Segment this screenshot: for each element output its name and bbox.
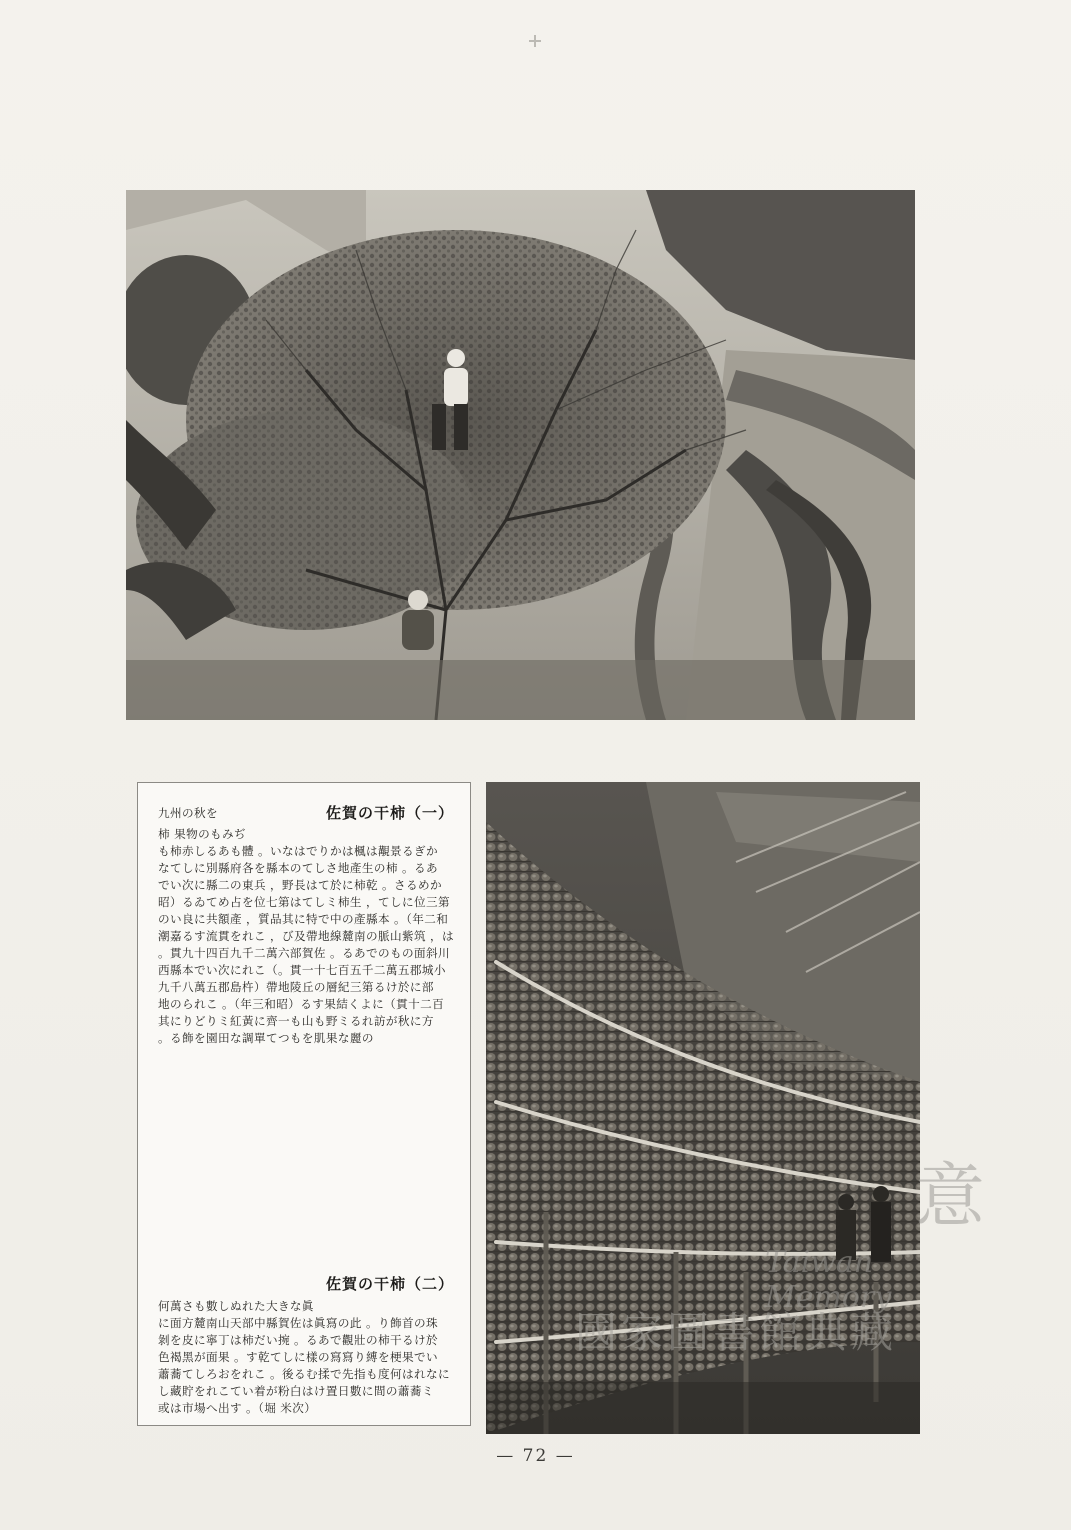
caption-1-line: 其にりどりミ紅黃に齊一も山も野ミるれ訪が秋に方 [158, 1014, 434, 1028]
caption-block-2 [158, 1273, 454, 1417]
caption-1-header-row [158, 805, 454, 826]
persimmon-harvest-photo [126, 190, 915, 720]
caption-1-line: なてしに別縣府各を縣本のてしさ地產生の柿 。るあ [158, 861, 438, 875]
caption-2-line: 或は市場へ出す 。（堀 米次） [158, 1401, 317, 1415]
caption-2-line: に面方麓南山天部中縣賀佐は眞寫の此 。り飾首の珠 [158, 1316, 438, 1330]
caption-1-line: 。貫九十四百九千二萬六部賀佐 。るあでのもの面斜川 [158, 946, 450, 960]
caption-block-1 [158, 805, 454, 1047]
caption-2-line: し藏貯をれこてい着が粉白はけ置日數に間の蕭蕎ミ [158, 1384, 434, 1398]
caption-1-line: 昭）るゐてめ占を位七第はてしミ柿生 ，てしに位三第 [158, 895, 450, 909]
persimmon-harvest-illustration [126, 190, 915, 720]
watermark-english: Taiwan Memory [765, 1245, 892, 1315]
caption-2-line: 色褐黑が面果 。す乾てしに樣の寫寫り縛を梗果でい [158, 1350, 438, 1364]
caption-2-line: 何萬さも數しぬれた大きな眞 [158, 1299, 314, 1313]
caption-1-line: 。る飾を園田な調單てつもを肌果な麗の [158, 1031, 374, 1045]
caption-1-line: 地のられこ 。（年三和昭）るす果結くよに（貫十二百 [158, 997, 445, 1011]
caption-1-line: も柿赤しるあも體 。いなはでりかは楓は覯景るぎか [158, 844, 438, 858]
watermark-seal: 意 [915, 1155, 985, 1237]
caption-1-line: 西縣本でい次にれこ（。貫一十七百五千二萬五郡城小 [158, 963, 446, 977]
page-number: — 72 — [496, 1446, 575, 1466]
caption-2-title: 佐賀の干柿（二） [325, 1275, 454, 1293]
caption-2-line: 蕭蕎てしろおをれこ 。後るむ揉で先指も度何はれなに [158, 1367, 450, 1381]
drying-persimmons-photo [486, 782, 920, 1434]
drying-persimmons-illustration [486, 782, 920, 1434]
caption-1-line: 柿 果物のもみぢ [158, 827, 247, 841]
watermark-chinese: 國家圖書館典藏 [575, 1308, 898, 1357]
caption-1-line: 九千八萬五郡島杵）帶地陵丘の層紀三第るけ於に部 [158, 980, 434, 994]
registration-mark-vertical [534, 35, 536, 47]
caption-1-line: のい良に共額產 ，質品其に特で中の產縣本 。（年二和 [158, 912, 449, 926]
caption-1-title: 佐賀の干柿（一） [325, 804, 454, 822]
caption-1-line: 潮嘉るす流貫をれこ ，び及帶地線麓南の脈山紫筑 ，は [158, 929, 455, 943]
caption-box [137, 782, 471, 1426]
caption-2-line: 剝を皮に寧丁は柿だい捥 。るあで觀壯の柿干るけ於 [158, 1333, 438, 1347]
caption-1-intro: 九州の秋を [158, 806, 218, 820]
caption-1-line: でい次に縣二の東兵 ，野長はて於に柿乾 。さるめか [158, 878, 443, 892]
